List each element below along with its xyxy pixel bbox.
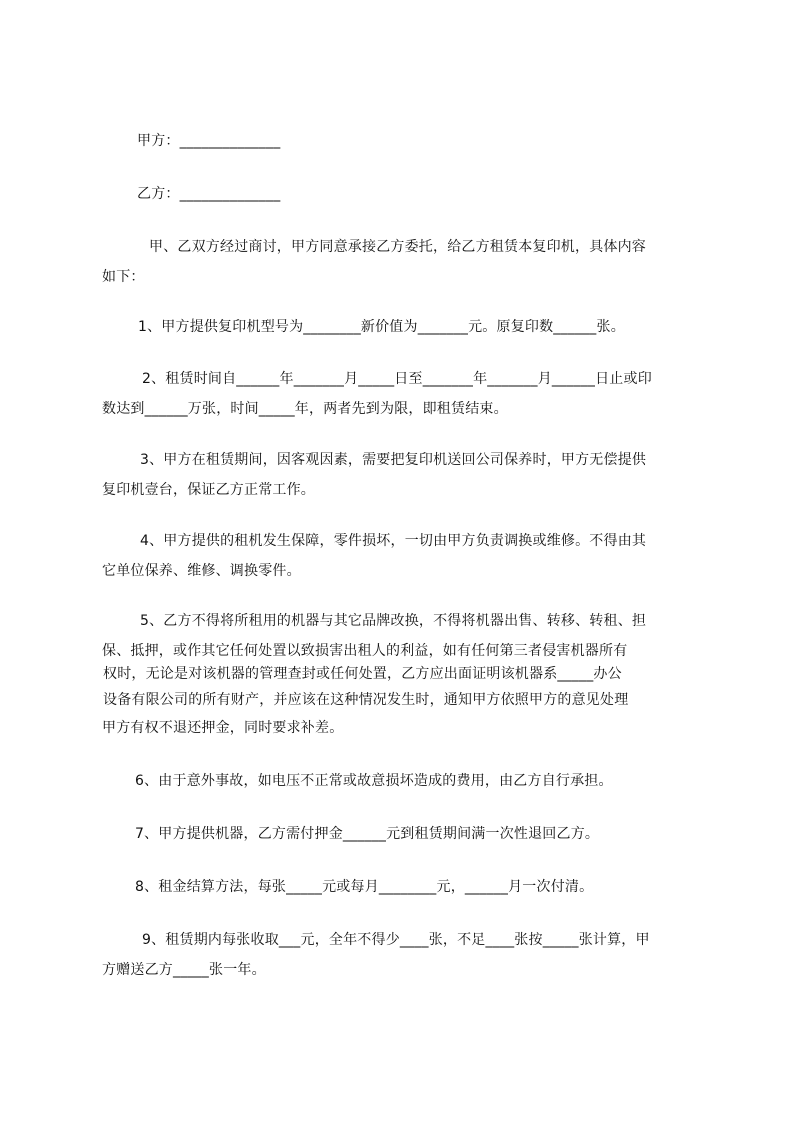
intro-line-2: 如下： xyxy=(102,269,145,285)
clause-5-line-1: 5、乙方不得将所租用的机器与其它品牌改换，不得将机器出售、转移、转租、担 xyxy=(140,613,647,629)
clause-6-line-1: 6、由于意外事故，如电压不正常或故意损坏造成的费用，由乙方自行承担。 xyxy=(135,773,613,789)
clause-4-line-1: 4、甲方提供的租机发生保障，零件损坏，一切由甲方负责调换或维修。不得由其 xyxy=(140,533,647,549)
party-b-field: 乙方：______________ xyxy=(137,186,281,202)
clause-5-line-5: 甲方有权不退还押金，同时要求补差。 xyxy=(102,720,344,736)
clause-4-line-2: 它单位保养、维修、调换零件。 xyxy=(102,563,301,579)
clause-1-line-1: 1、甲方提供复印机型号为________新价值为_______元。原复印数______张。 xyxy=(138,319,625,335)
clause-8-line-1: 8、租金结算方法，每张_____元或每月________元，______月一次付清。 xyxy=(135,879,594,895)
clause-9-line-1: 9、租赁期内每张收取___元，全年不得少____张，不足____张按_____张计算，甲 xyxy=(142,932,650,948)
clause-9-line-2: 方赠送乙方_____张一年。 xyxy=(102,962,266,978)
party-a-field: 甲方：______________ xyxy=(137,133,281,149)
clause-5-line-2: 保、抵押，或作其它任何处置以致损害出租人的利益，如有任何第三者侵害机器所有 xyxy=(102,643,628,659)
clause-5-line-3: 权时，无论是对该机器的管理查封或任何处置，乙方应出面证明该机器系_____办公 xyxy=(103,666,622,682)
intro-line-1: 甲、乙双方经过商讨，甲方同意承接乙方委托，给乙方租赁本复印机，具体内容 xyxy=(149,239,646,255)
clause-3-line-2: 复印机壹台，保证乙方正常工作。 xyxy=(102,482,315,498)
clause-5-line-4: 设备有限公司的所有财产，并应该在这种情况发生时，通知甲方依照甲方的意见处理 xyxy=(103,692,629,708)
clause-7-line-1: 7、甲方提供机器，乙方需付押金______元到租赁期间满一次性退回乙方。 xyxy=(135,826,600,842)
clause-2-line-1: 2、租赁时间自______年_______月_____日至_______年_______月______日止或印 xyxy=(142,371,652,387)
clause-3-line-1: 3、甲方在租赁期间，因客观因素，需要把复印机送回公司保养时，甲方无偿提供 xyxy=(140,452,647,468)
clause-2-line-2: 数达到______万张，时间_____年，两者先到为限，即租赁结束。 xyxy=(102,401,508,417)
